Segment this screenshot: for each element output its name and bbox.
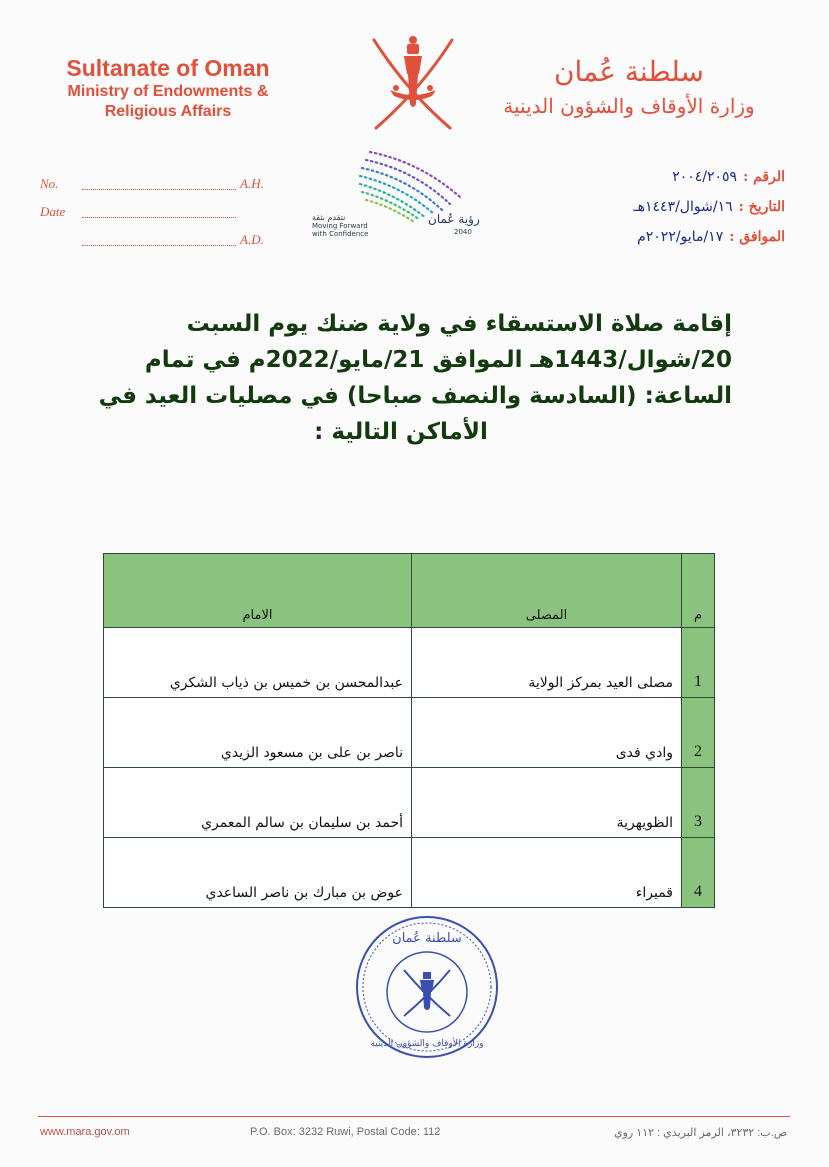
row-num: 4: [682, 838, 715, 908]
ref-number-ar-row: [535, 162, 785, 192]
ministry-name-ar: وزارة الأوقاف والشؤون الدينية: [503, 94, 755, 118]
ref-date-row: [40, 198, 270, 226]
title-line-3: الساعة: (السادسة والنصف صباحا) في مصليات العيد في: [98, 383, 732, 409]
footer-divider: [38, 1116, 790, 1117]
footer-address-en: P.O. Box: 3232 Ruwi, Postal Code: 112: [250, 1126, 441, 1138]
hijri-suffix: A.H.: [240, 176, 264, 191]
header-imam: الامام: [104, 554, 412, 628]
row-place: مصلى العيد بمركز الولاية: [412, 628, 682, 698]
ref-date-ar-value: ١٦/شوال/١٤٤٣هـ: [633, 199, 733, 215]
row-place: قميراء: [412, 838, 682, 908]
ref-number-ar-label: الرقم :: [743, 169, 785, 185]
ref-number-ar-value: ٢٠٠٤/٢٠٥٩: [672, 169, 738, 185]
country-name-en: Sultanate of Oman: [66, 55, 270, 81]
header-place: المصلى: [412, 554, 682, 628]
row-place: الظويهرية: [412, 768, 682, 838]
ref-ad-ar-row: [535, 222, 785, 252]
dotted-line: [82, 235, 236, 246]
ref-ad-ar-label: الموافق :: [729, 229, 785, 245]
ref-date-ar-label: التاريخ :: [738, 199, 785, 215]
footer-address-ar: ص.ب: ٣٢٣٢، الرمز البريدي : ١١٢ روي: [613, 1127, 787, 1139]
stamp-top-text: سلطنة عُمان: [392, 931, 462, 946]
title-line-1: إقامة صلاة الاستسقاء في ولاية ضنك يوم السبت: [186, 311, 732, 337]
row-num: 2: [682, 698, 715, 768]
row-num: 3: [682, 768, 715, 838]
english-letterhead: [38, 54, 298, 122]
arabic-letterhead: [469, 52, 789, 120]
ref-number-label: No.: [40, 176, 59, 191]
oman-emblem-icon: [366, 30, 460, 134]
ref-date-ar-row: [535, 192, 785, 222]
ministry-name-en-line2: Religious Affairs: [104, 103, 232, 120]
vision-label: رؤية عُمان: [428, 212, 480, 226]
vision-tagline: [312, 214, 368, 238]
dotted-line: [82, 179, 236, 190]
announcement-title: [70, 306, 732, 450]
ref-date-label: Date: [40, 204, 66, 219]
reference-fields-ar: [535, 162, 785, 252]
row-imam: عبدالمحسن بن خميس بن ذياب الشكري: [104, 628, 412, 698]
official-stamp-icon: [352, 912, 502, 1062]
vision-year: 2040: [454, 228, 472, 236]
ref-ad-row: [40, 226, 270, 254]
ministry-name-en-line1: Ministry of Endowments &: [67, 83, 269, 100]
ref-ad-ar-value: ١٧/مايو/٢٠٢٢م: [637, 229, 724, 245]
header-num: م: [682, 554, 715, 628]
row-imam: عوض بن مبارك بن ناصر الساعدي: [104, 838, 412, 908]
reference-fields-en: [40, 170, 270, 254]
country-name-ar: سلطنة عُمان: [553, 55, 705, 88]
ad-suffix: A.D.: [240, 232, 264, 247]
row-place: وادي فدى: [412, 698, 682, 768]
table-row: [104, 768, 715, 838]
table-row: [104, 698, 715, 768]
title-line-2: 20/شوال/1443هـ الموافق 21/مايو/2022م في تمام: [144, 347, 732, 373]
row-imam: ناصر بن على بن مسعود الزيدي: [104, 698, 412, 768]
title-line-4: الأماكن التالية :: [314, 419, 488, 445]
footer-website: www.mara.gov.om: [40, 1126, 130, 1138]
tagline-en-line1: Moving Forward: [312, 222, 368, 230]
tagline-ar: نتقدم بثقة: [312, 213, 346, 222]
prayer-locations-table: [103, 553, 715, 908]
row-imam: أحمد بن سليمان بن سالم المعمري: [104, 768, 412, 838]
stamp-ring-text: وزارة الأوقاف والشؤون الدينية: [370, 1039, 484, 1049]
table-row: [104, 838, 715, 908]
ref-number-row: [40, 170, 270, 198]
table-row: [104, 628, 715, 698]
row-num: 1: [682, 628, 715, 698]
table-header-row: [104, 554, 715, 628]
tagline-en-line2: with Confidence: [312, 230, 369, 238]
dotted-line: [82, 207, 236, 218]
